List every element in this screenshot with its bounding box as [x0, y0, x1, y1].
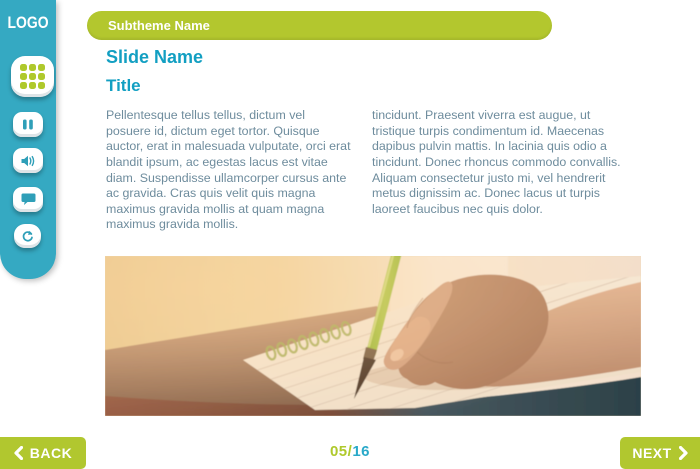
chevron-right-icon: [679, 446, 688, 460]
slide-photo-hand-writing: [105, 256, 641, 416]
subtheme-name: Subtheme Name: [108, 18, 210, 33]
text-column-right: tincidunt. Praesent viverra est augue, ut tristique turpis condimentum id. Maecenas dapibus pulvin mattis. In lacinia quis odio a tincidunt. Donec rhoncus commodo convallis. Aliquam consectetur justo mi, vel hendrerit metus dignissim ac. Donec lacus ut turpis laoreet faucibus nec quis dolor.: [372, 108, 621, 216]
next-label: NEXT: [632, 445, 672, 461]
menu-grid-icon: [20, 64, 45, 89]
logo: [0, 13, 56, 33]
hand-writing-illustration: [105, 256, 641, 416]
volume-icon: [21, 155, 36, 167]
menu-button[interactable]: [11, 56, 54, 97]
page-indicator: [0, 443, 700, 460]
pause-icon: [22, 119, 34, 130]
page-separator: /: [347, 443, 353, 460]
chat-icon: [21, 193, 36, 206]
chat-button[interactable]: [13, 187, 43, 212]
logo-text: LOGO: [7, 13, 49, 32]
next-button[interactable]: [620, 437, 700, 469]
text-column-left: Pellentesque tellus tellus, dictum vel posuere id, dictum eget tortor. Quisque auctor, erat in malesuada vulputate, orci erat blandit ipsum, ac egestas lacus est vitae diam. Suspendisse ullamcorper cursus ante ac gravida. Cras quis velit quis magna maximus gravida mollis at quam magna maximus gravida mollis.: [106, 108, 351, 232]
subtheme-banner: [87, 11, 552, 40]
replay-button[interactable]: [14, 224, 41, 248]
page-total: 16: [352, 443, 371, 460]
page-title: Title: [106, 76, 141, 95]
body-text: [106, 108, 634, 233]
page-current: 05: [329, 443, 348, 460]
volume-button[interactable]: [13, 148, 43, 173]
pause-button[interactable]: [13, 112, 43, 137]
replay-icon: [21, 230, 34, 243]
slide-name: Slide Name: [106, 47, 204, 67]
back-label: BACK: [29, 445, 73, 461]
sidebar: [0, 0, 56, 279]
